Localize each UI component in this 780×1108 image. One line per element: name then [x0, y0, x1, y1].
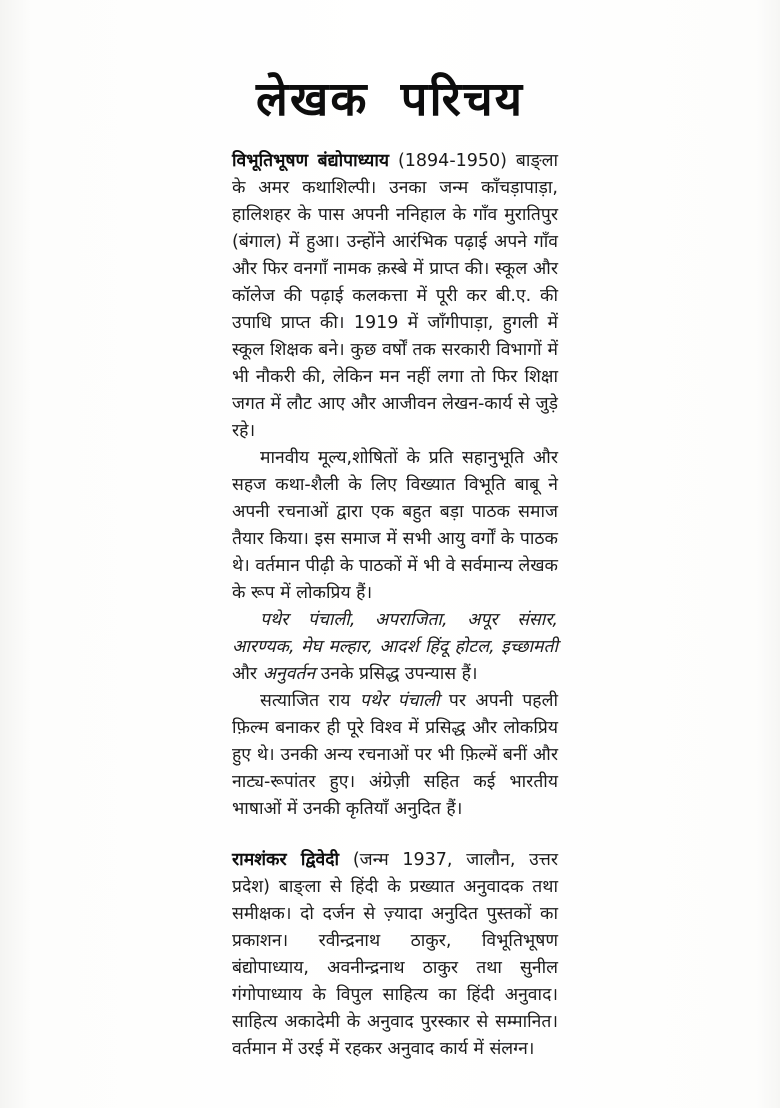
author2-body-text: (जन्म 1937, जालौन, उत्तर प्रदेश) बाङ्ला से हिंदी के प्रख्यात अनुवादक तथा समीक्षक। दो दर्जन से ज़्यादा अनुदित पुस्तकों का प्रकाशन। रवीन्द्रनाथ ठाकुर, विभूतिभूषण बंद्योपाध्याय, अवनीन्द्रनाथ ठाकुर तथा सुनील गंगोपाध्याय के विपुल साहित्य का हिंदी अनुवाद। साहित्य अकादेमी के अनुवाद पुरस्कार से सम्मानित। वर्तमान में उरई में रहकर अनुवाद कार्य में संलग्न।: [232, 850, 558, 1059]
films-text-rest: पर अपनी पहली फ़िल्म बनाकर ही पूरे विश्व में प्रसिद्ध और लोकप्रिय हुए थे। उनकी अन्य रचनाओं पर भी फ़िल्में बनीं और नाट्य-रूपांतर हुए। अंग्रेज़ी सहित कई भारतीय भाषाओं में उनकी कृतियाँ अनुदित हैं।: [232, 691, 558, 819]
novel-title-pather-panchali: पथेर पंचाली: [359, 691, 440, 711]
author-section-bibhutibhushan: [232, 148, 558, 823]
author1-name: विभूतिभूषण बंद्योपाध्याय: [232, 151, 390, 171]
author-section-ramshankar: [232, 847, 558, 1063]
paragraph-author1-readership: [232, 445, 558, 607]
text-column: [232, 148, 558, 1063]
paragraph-author1-films: [232, 688, 558, 823]
author1-para2-text: मानवीय मूल्य,शोषितों के प्रति सहानुभूति और सहज कथा-शैली के लिए विख्यात विभूति बाबू ने अपनी रचनाओं द्वारा एक बहुत बड़ा पाठक समाज तैयार किया। इस समाज में सभी आयु वर्गों के पाठक थे। वर्तमान पीढ़ी के पाठकों में भी वे सर्वमान्य लेखक के रूप में लोकप्रिय हैं।: [232, 448, 558, 603]
author2-name: रामशंकर द्विवेदी: [232, 850, 340, 870]
novel-titles-list: पथेर पंचाली, अपराजिता, अपूर संसार, आरण्यक, मेघ मल्हार, आदर्श हिंदू होटल, इच्छामती: [232, 610, 558, 657]
paragraph-author1-intro: [232, 148, 558, 445]
page-title: लेखक परिचय: [256, 72, 524, 128]
author1-years: (1894-1950): [397, 151, 507, 171]
films-text-start: सत्याजित राय: [260, 691, 360, 711]
paragraph-author2-intro: [232, 847, 558, 1063]
paragraph-author1-novels: [232, 607, 558, 688]
author1-para1-text: बाङ्ला के अमर कथाशिल्पी। उनका जन्म काँचड़ापाड़ा, हालिशहर के पास अपनी ननिहाल के गाँव मुरातिपुर (बंगाल) में हुआ। उन्होंने आरंभिक पढ़ाई अपने गाँव और फिर वनगाँ नामक क़स्बे में प्राप्त की। स्कूल और कॉलेज की पढ़ाई कलकत्ता में पूरी कर बी.ए. की उपाधि प्राप्त की। 1919 में जाँगीपाड़ा, हुगली में स्कूल शिक्षक बने। कुछ वर्षों तक सरकारी विभागों में भी नौकरी की, लेकिन मन नहीं लगा तो फिर शिक्षा जगत में लौट आए और आजीवन लेखन-कार्य से जुड़े रहे।: [232, 151, 558, 441]
novels-closing-text: उनके प्रसिद्ध उपन्यास हैं।: [315, 664, 478, 684]
novels-conjunction: और: [232, 664, 263, 684]
novel-title-anuvartan: अनुवर्तन: [262, 664, 316, 684]
